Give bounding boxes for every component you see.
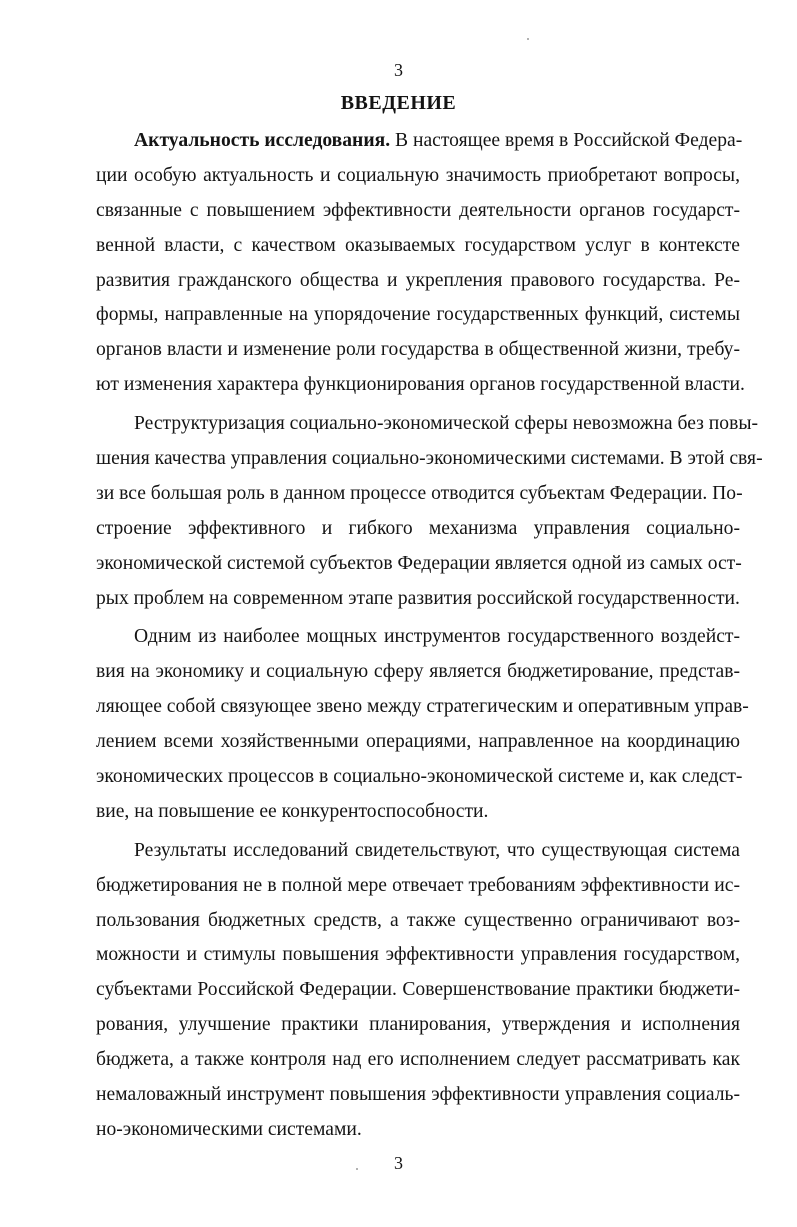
text-line: Результаты исследований свидетельствуют, что существующая система (134, 839, 740, 861)
scan-speck (356, 1168, 358, 1170)
text-line: рых проблем на современном этапе развития российской государственности. (96, 587, 740, 609)
paragraph (96, 124, 745, 403)
text-line: бюджета, а также контроля над его исполнением следует рассматривать как (96, 1049, 740, 1071)
text-line: бюджетирования не в полной мере отвечает требованиям эффективности ис- (96, 874, 740, 896)
page-number-top: 3 (394, 60, 403, 80)
text-line: связанные с повышением эффективности деятельности органов государст- (96, 199, 740, 221)
text-line: вия на экономику и социальную сферу является бюджетирование, представ- (96, 661, 740, 683)
text-line: развития гражданского общества и укрепления правового государства. Ре- (96, 269, 740, 291)
document-body (96, 124, 763, 1148)
text-line: зи все большая роль в данном процессе отводится субъектам Федерации. По- (96, 482, 743, 504)
text-line: строение эффективного и гибкого механизма управления социально- (96, 517, 740, 539)
text-line: немаловажный инструмент повышения эффективности управления социаль- (96, 1084, 740, 1106)
paragraph (96, 834, 740, 1148)
text-line: ляющее собой связующее звено между стратегическим и оперативным управ- (96, 696, 749, 718)
text-line: Реструктуризация социально-экономической сферы невозможна без повы- (134, 413, 759, 435)
text-line: экономической системой субъектов Федерации является одной из самых ост- (96, 552, 742, 574)
text-line (96, 124, 743, 159)
section-lead-heading: Актуальность исследования. (134, 130, 391, 151)
text-line: экономических процессов в социально-экономической системе и, как следст- (96, 766, 743, 788)
paragraph (96, 407, 763, 616)
paragraph (96, 620, 749, 829)
text-line: ции особую актуальность и социальную значимость приобретают вопросы, (96, 164, 740, 186)
text-line: органов власти и изменение роли государства в общественной жизни, требу- (96, 339, 740, 361)
text-line: субъектами Российской Федерации. Совершенствование практики бюджети- (96, 979, 740, 1001)
text-line: но-экономическими системами. (96, 1118, 362, 1140)
text-line: рования, улучшение практики планирования, утверждения и исполнения (96, 1014, 740, 1036)
text-line: венной власти, с качеством оказываемых государством услуг в контексте (96, 234, 740, 256)
page-number-bottom: 3 (394, 1153, 403, 1173)
text-line: можности и стимулы повышения эффективности управления государством, (96, 944, 740, 966)
text-line: Одним из наиболее мощных инструментов государственного воздейст- (134, 626, 740, 648)
text-run: В настоящее время в Российской Федера- (390, 130, 743, 151)
text-line: лением всеми хозяйственными операциями, направленное на координацию (96, 731, 740, 753)
scan-speck (527, 38, 529, 40)
text-line: пользования бюджетных средств, а также существенно ограничивают воз- (96, 909, 740, 931)
page-title: ВВЕДЕНИЕ (340, 92, 457, 114)
text-line: шения качества управления социально-экономическими системами. В этой свя- (96, 448, 763, 470)
text-line: ют изменения характера функционирования органов государственной власти. (96, 374, 745, 396)
text-line: формы, направленные на упорядочение государственных функций, системы (96, 304, 740, 326)
text-line: вие, на повышение ее конкурентоспособности. (96, 800, 489, 822)
